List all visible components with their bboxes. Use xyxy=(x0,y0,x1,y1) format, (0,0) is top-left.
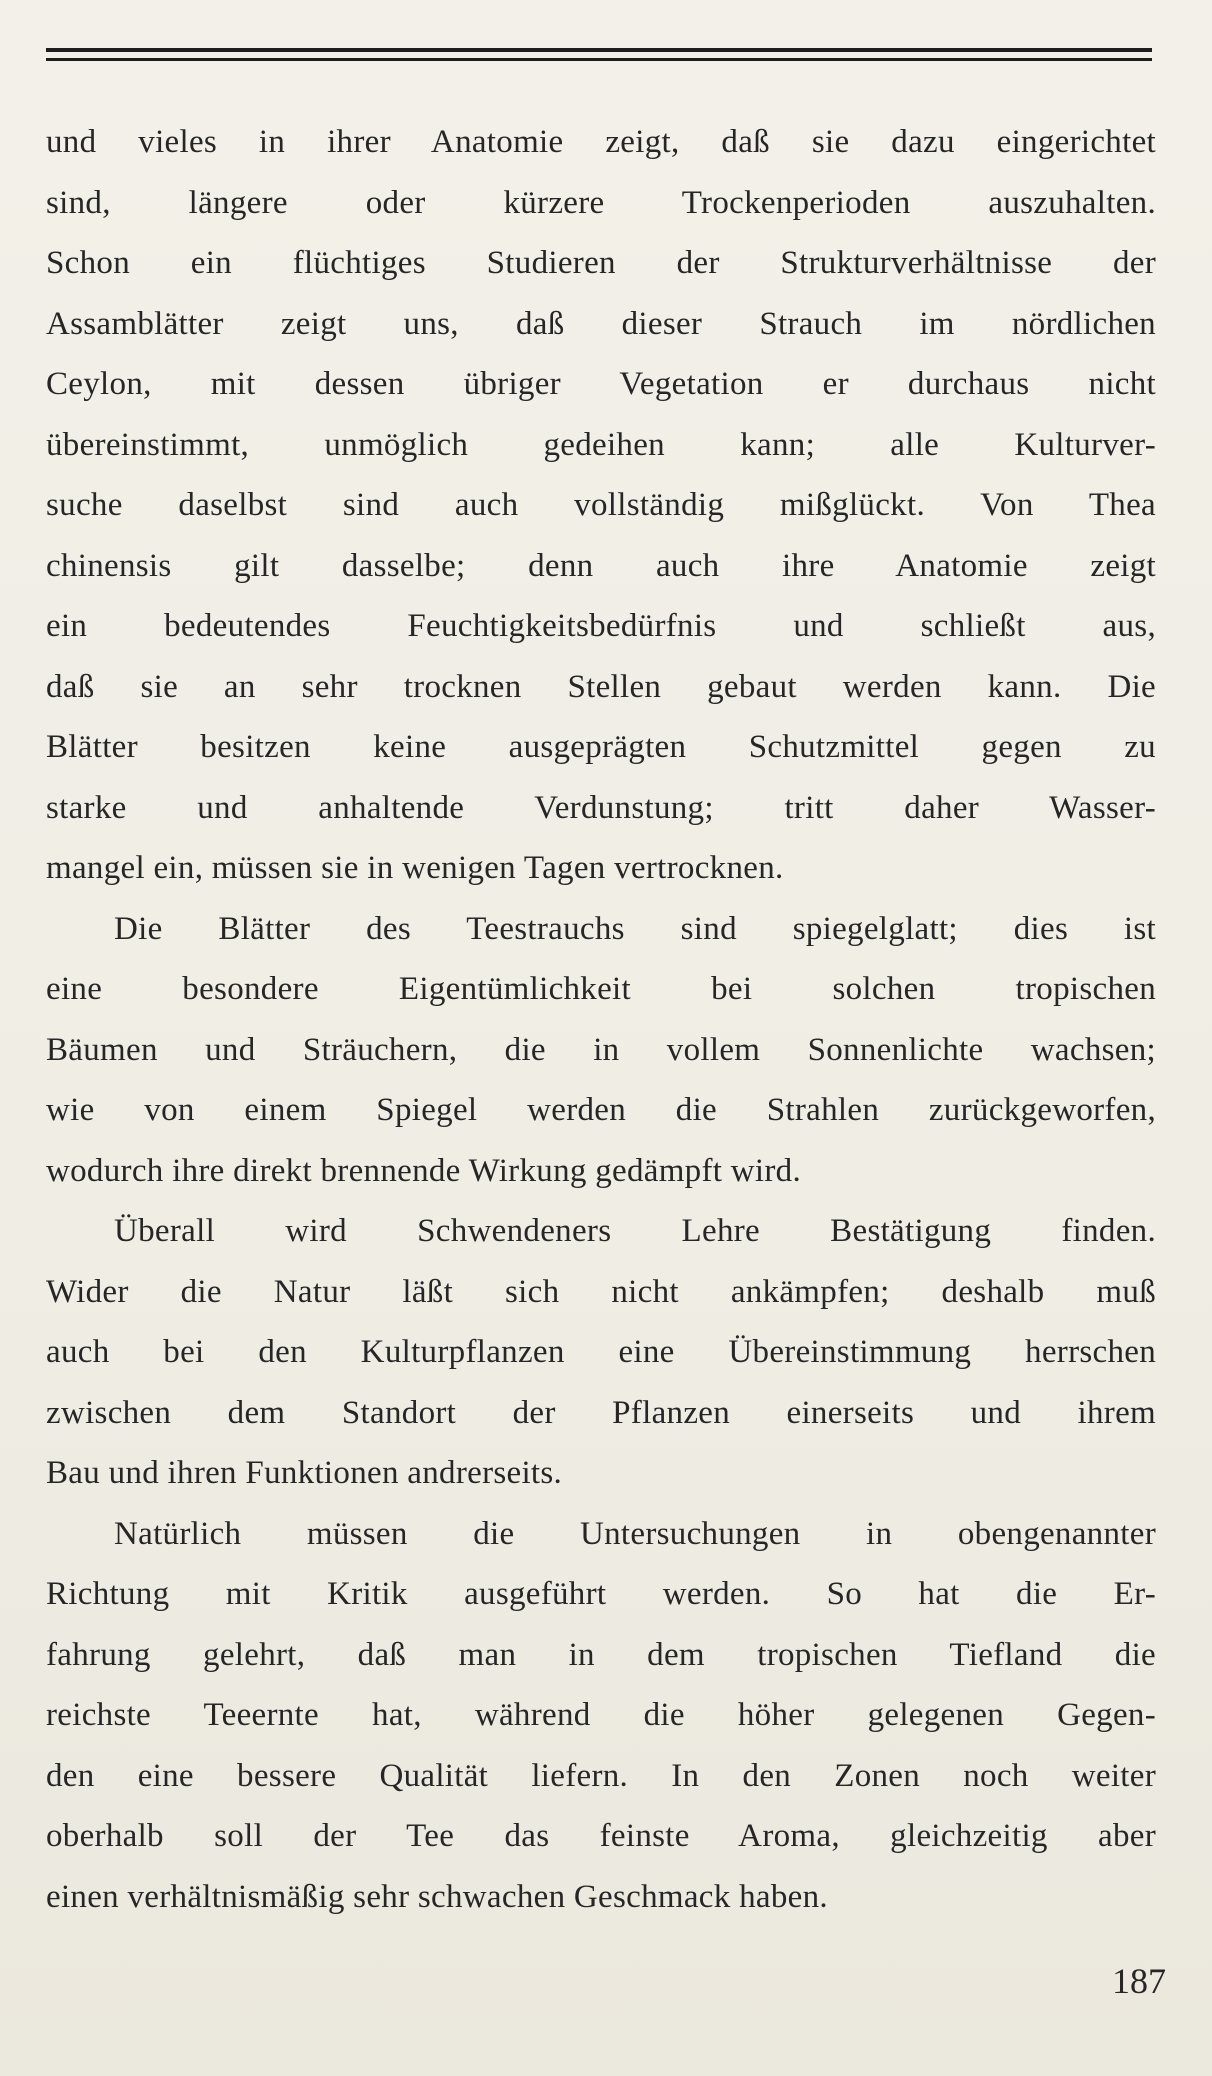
header-rule-thin xyxy=(46,58,1152,61)
paragraph xyxy=(46,1504,1156,1928)
text-line: ein bedeutendes Feuchtigkeitsbedürfnis und schließt aus, xyxy=(46,608,1156,644)
text-line: sind, längere oder kürzere Trockenperioden auszuhalten. xyxy=(46,184,1156,221)
text-line: und vieles in ihrer Anatomie zeigt, daß sie dazu eingerichtet xyxy=(46,124,1156,160)
text-line: den eine bessere Qualität liefern. In den Zonen noch weiter xyxy=(46,1757,1156,1794)
header-rule-thick xyxy=(46,48,1152,52)
text-line: suche daselbst sind auch vollständig mißglückt. Von Thea xyxy=(46,487,1156,523)
text-line: starke und anhaltende Verdunstung; tritt daher Wasser- xyxy=(46,789,1156,826)
paragraph xyxy=(46,1201,1156,1504)
text-line: einen verhältnismäßig sehr schwachen Geschmack haben. xyxy=(46,1878,828,1915)
text-line: Blätter besitzen keine ausgeprägten Schutzmittel gegen zu xyxy=(46,729,1156,765)
text-line: zwischen dem Standort der Pflanzen einerseits und ihrem xyxy=(46,1394,1156,1431)
text-line: auch bei den Kulturpflanzen eine Übereinstimmung herrschen xyxy=(46,1334,1156,1370)
page-number: 187 xyxy=(1112,1961,1166,2001)
paragraph xyxy=(46,112,1156,899)
text-line: Die Blätter des Teestrauchs sind spiegelglatt; dies ist xyxy=(114,910,1156,947)
text-line: chinensis gilt dasselbe; denn auch ihre Anatomie zeigt xyxy=(46,547,1156,584)
text-line: Natürlich müssen die Untersuchungen in obengenannter xyxy=(114,1515,1156,1552)
text-line: übereinstimmt, unmöglich gedeihen kann; alle Kulturver- xyxy=(46,426,1156,463)
text-line: wodurch ihre direkt brennende Wirkung gedämpft wird. xyxy=(46,1152,802,1189)
text-line: fahrung gelehrt, daß man in dem tropischen Tiefland die xyxy=(46,1636,1156,1673)
text-line: Richtung mit Kritik ausgeführt werden. So hat die Er- xyxy=(46,1576,1156,1612)
text-line: Schon ein flüchtiges Studieren der Strukturverhältnisse der xyxy=(46,245,1156,281)
text-line: Bau und ihren Funktionen andrerseits. xyxy=(46,1455,563,1491)
paragraph xyxy=(46,899,1156,1202)
text-line: Überall wird Schwendeners Lehre Bestätigung finden. xyxy=(114,1213,1156,1249)
text-line: reichste Teeernte hat, während die höher gelegenen Gegen- xyxy=(46,1697,1156,1733)
text-line: Wider die Natur läßt sich nicht ankämpfen; deshalb muß xyxy=(46,1273,1156,1310)
text-line: eine besondere Eigentümlichkeit bei solchen tropischen xyxy=(46,971,1156,1007)
text-line: Bäumen und Sträuchern, die in vollem Sonnenlichte wachsen; xyxy=(46,1031,1156,1068)
body-text xyxy=(46,112,1156,1927)
text-line: Ceylon, mit dessen übriger Vegetation er durchaus nicht xyxy=(46,366,1156,402)
text-line: oberhalb soll der Tee das feinste Aroma, gleichzeitig aber xyxy=(46,1818,1156,1854)
text-line: Assamblätter zeigt uns, daß dieser Strauch im nördlichen xyxy=(46,305,1156,342)
text-line: wie von einem Spiegel werden die Strahlen zurückgeworfen, xyxy=(46,1092,1156,1128)
text-line: mangel ein, müssen sie in wenigen Tagen vertrocknen. xyxy=(46,850,784,886)
text-line: daß sie an sehr trocknen Stellen gebaut werden kann. Die xyxy=(46,668,1156,705)
